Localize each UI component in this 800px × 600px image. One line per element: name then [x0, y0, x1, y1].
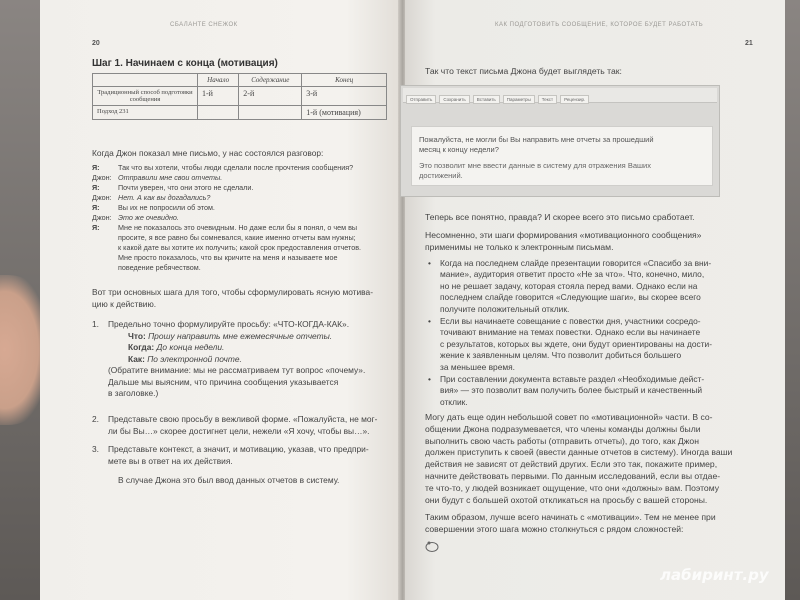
paragraph: [425, 230, 701, 254]
when-line: [128, 342, 397, 354]
email-body: [411, 126, 713, 186]
text-line: те что-то, у людей возникает ощущение, что они «должны» вам. Поэтому: [425, 482, 720, 493]
dialog-text: Мне просто показалось, что вы кричите на меня и называете мое: [118, 253, 338, 262]
dialog-text: Отправили мне свои отчеты.: [118, 173, 223, 182]
dialog-text: просите, я все равно бы сомневался, какие именно отчеты вам нужны;: [118, 233, 356, 242]
dialog-speaker: Я:: [92, 203, 100, 212]
paragraph: В случае Джона это был ввод данных отчетов в систему.: [118, 475, 340, 485]
text-line: отклик.: [440, 396, 468, 407]
text-line: Могу дать еще один небольшой совет по «мотивационной» части. В со-: [425, 412, 713, 422]
table-header-cell: Начало: [198, 74, 239, 87]
dialog-speaker: Джон:: [92, 173, 112, 182]
dialog-text: поведение ребячеством.: [118, 263, 201, 272]
list-number: 2.: [92, 414, 99, 424]
dialog-line: [92, 223, 361, 233]
text-line: общении Джона подразумевается, что члены команды должны были: [425, 423, 701, 434]
bullet-icon: •: [428, 258, 431, 268]
bullet-item: [428, 374, 730, 408]
how-line: [128, 354, 397, 366]
text-line: действия не зависят от действий других. Если это так, покажите пример,: [425, 459, 718, 470]
how-text: По электронной почте.: [147, 353, 242, 364]
paragraph: [425, 412, 765, 506]
right-running-header: КАК ПОДГОТОВИТЬ СООБЩЕНИЕ, КОТОРОЕ БУДЕТ РАБОТАТЬ: [495, 22, 704, 28]
bullet-item: [428, 316, 730, 373]
list-number: 3.: [92, 444, 99, 454]
message-structure-table: [92, 73, 387, 120]
text-line: Таким образом, лучше всего начинать с «мотивации». Тем не менее при: [425, 512, 716, 522]
text-line: совершении этого шага можно столкнуться с рядом сложностей:: [425, 523, 684, 534]
dialog-speaker: Джон:: [92, 213, 112, 222]
dialog-text: Нет. А как вы догадались?: [118, 193, 211, 202]
text-line: мете вы в ответ на их действия.: [108, 455, 233, 466]
dialog-line: [92, 163, 361, 173]
dialog-line: [92, 243, 361, 253]
text-line: ли бы Вы…» скорее достигнет цели, нежели «Я хочу, чтобы вы…».: [108, 425, 370, 436]
dialog-line: [92, 213, 361, 223]
dialog-line: [92, 263, 361, 273]
table-row: [93, 106, 387, 120]
dialog-speaker: Я:: [92, 183, 100, 192]
table-cell: 3-й: [302, 87, 387, 106]
toolbar-tab: Рецензир.: [560, 95, 589, 104]
toolbar-tab: Сохранить: [439, 95, 469, 104]
dialog-text: Это же очевидно.: [118, 213, 179, 222]
table-header-cell: [93, 74, 198, 87]
paragraph: Теперь все понятно, правда? И скорее всего это письмо сработает.: [425, 212, 695, 222]
what-line: [128, 331, 397, 343]
list-number: 1.: [92, 319, 99, 329]
text-line: мание», аудитория ответит просто «Не за что». Что, конечно, мило,: [440, 269, 705, 280]
email-toolbar: [403, 88, 717, 103]
text-line: Представьте контекст, а значит, и мотивацию, указав, что предпри-: [108, 444, 369, 454]
open-book: [40, 0, 785, 600]
when-text: До конца недели.: [156, 342, 225, 352]
when-label: Когда:: [128, 342, 155, 352]
table-header-row: [93, 74, 387, 87]
dialog-line: [92, 193, 361, 203]
dialog-line: [92, 203, 361, 213]
paragraph: [425, 512, 765, 536]
list-item: [92, 444, 397, 467]
table-header-cell: Содержание: [239, 74, 302, 87]
left-page: [40, 0, 400, 600]
table-cell: 1-й: [198, 87, 239, 106]
how-label: Как:: [128, 353, 145, 364]
what-label: Что:: [128, 330, 146, 341]
paragraph: Так что текст письма Джона будет выглядеть так:: [425, 66, 622, 76]
text-line: Если вы начинаете совещание с повестки дня, участники сосредо-: [440, 316, 701, 326]
table-row: [93, 87, 387, 106]
left-running-header: СБАЛАНТЕ СНЕЖОК: [170, 22, 238, 28]
dialog-intro: Когда Джон показал мне письмо, у нас состоялся разговор:: [92, 148, 324, 158]
table-cell: Традиционный способ подготовки сообщения: [93, 87, 198, 106]
text-line: последнем слайде говорится «Следующие шаги», вы скорее всего: [440, 292, 701, 303]
text-line: но не решает задачу, которая стояла перед вами. Однако если на: [440, 280, 698, 291]
text-line: в заголовке.): [108, 388, 159, 398]
email-line: Пожалуйста, не могли бы Вы направить мне отчеты за прошедший месяц к концу недели?: [419, 135, 654, 154]
table-cell: 1-й (мотивация): [302, 106, 387, 120]
email-screenshot: [400, 85, 720, 197]
list-item: [92, 414, 397, 437]
text-line: вия» — это позволит вам получить более быстрый и качественный: [440, 385, 703, 396]
dialog-line: [92, 233, 361, 243]
bullet-icon: •: [428, 316, 431, 326]
dialog-speaker: Я:: [92, 223, 100, 232]
toolbar-tab: Текст: [538, 95, 557, 104]
dialog-speaker: Я:: [92, 163, 100, 172]
step-title: Шаг 1. Начинаем с конца (мотивация): [92, 58, 278, 69]
dialog-text: Вы их не попросили об этом.: [118, 203, 215, 212]
text-line: цию к действию.: [92, 298, 157, 309]
dialog-line: [92, 183, 361, 193]
dialog-speaker: Джон:: [92, 193, 112, 202]
text-line: они будут с большей охотой откликаться на просьбу с вашей стороны.: [425, 494, 708, 505]
dialog-text: к какой дате вы хотите их получить; какой срок предоставления отчетов.: [118, 243, 362, 252]
dialog-block: [92, 163, 361, 273]
table-cell: [239, 106, 302, 120]
text-line: с результатов, которых вы ждете, они будут ориентированы на дости-: [440, 338, 713, 349]
left-page-number: 20: [92, 40, 100, 47]
text-line: Дальше мы выясним, что причина сообщения указывается: [108, 376, 339, 387]
toolbar-tab: Вставить: [473, 95, 500, 104]
text-line: жение к заявленным целям. Что позволит добиться большего: [440, 350, 682, 361]
right-page-number: 21: [745, 40, 753, 47]
text-line: за меньшее время.: [440, 361, 515, 372]
text-line: Когда на последнем слайде презентации говорится «Спасибо за вни-: [440, 258, 712, 268]
table-header-cell: Конец: [302, 74, 387, 87]
text-line: Представьте свою просьбу в вежливой форме. «Пожалуйста, не мог-: [108, 414, 378, 424]
text-line: должен приступить к своей (ввести данные отчетов в систему). Иногда ваши: [425, 447, 733, 458]
paragraph: [92, 287, 397, 310]
chapter-logo-icon: [425, 540, 439, 555]
text-line: Вот три основных шага для того, чтобы сформулировать ясную мотива-: [92, 287, 373, 297]
table-cell: 2-й: [239, 87, 302, 106]
table-cell: [198, 106, 239, 120]
text-line: точивают внимание на темах повестки. Однако если вы начинаете: [440, 327, 701, 338]
toolbar-tab: Отправить: [406, 95, 436, 104]
toolbar-tab: Параметры: [503, 95, 535, 104]
text-line: выполнить свою часть работы (отправить отчеты), до того, как Джон: [425, 435, 699, 446]
dialog-text: Почти уверен, что они этого не сделали.: [118, 183, 254, 192]
text-line: (Обратите внимание: мы не рассматриваем тут вопрос «почему».: [108, 365, 366, 375]
text-line: получите положительный отклик.: [440, 303, 570, 314]
list-item: [92, 319, 397, 400]
email-line: Это позволит мне ввести данные в систему для отражения Ваших достижений.: [419, 161, 651, 180]
dialog-line: [92, 173, 361, 183]
text-line: начните действовать первыми. По данным исследований, если вы отдае-: [425, 470, 721, 481]
what-text: Прошу направить мне ежемесячные отчеты.: [148, 330, 333, 341]
text-line: Несомненно, эти шаги формирования «мотивационного сообщения»: [425, 230, 702, 240]
dialog-line: [92, 253, 361, 263]
watermark: лабиринт.ру: [660, 566, 769, 584]
dialog-text: Так что вы хотели, чтобы люди сделали после прочтения сообщения?: [118, 163, 354, 172]
dialog-text: Мне не показалось это очевидным. Но даже если бы я понял, о чем вы: [118, 223, 358, 232]
bullet-icon: •: [428, 374, 431, 384]
text-line: применимы не только к электронным письмам.: [425, 241, 614, 252]
text-line: При составлении документа вставьте раздел «Необходимые дейст-: [440, 374, 705, 384]
text-line: Предельно точно формулируйте просьбу: «ЧТО-КОГДА-КАК».: [108, 319, 350, 329]
bullet-item: [428, 258, 730, 315]
table-cell: Подход 231: [93, 106, 198, 120]
